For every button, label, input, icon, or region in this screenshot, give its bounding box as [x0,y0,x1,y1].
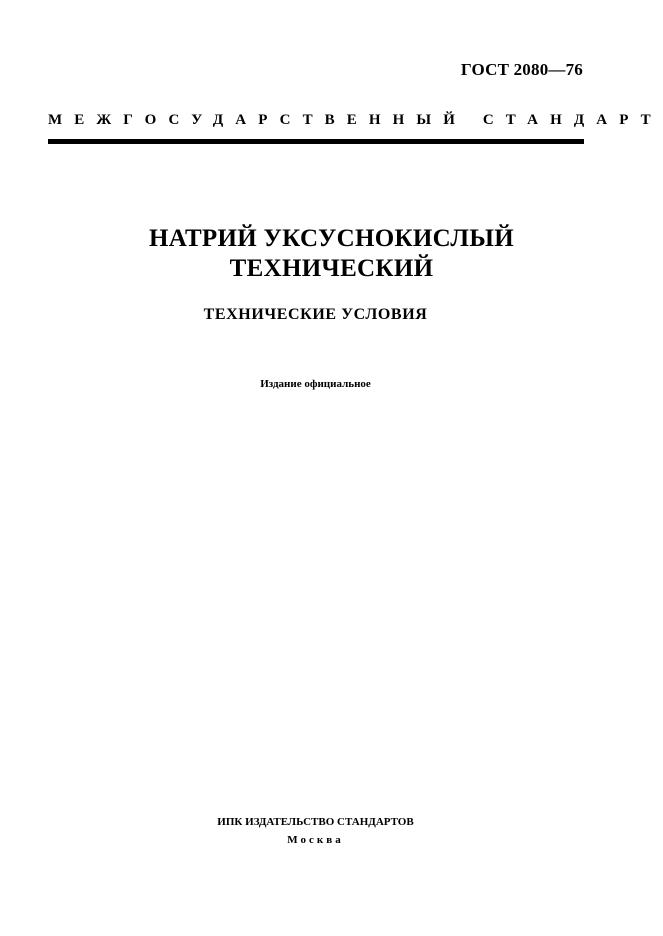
standard-type-heading: МЕЖГОСУДАРСТВЕННЫЙ СТАНДАРТ [48,112,663,128]
document-number: ГОСТ 2080—76 [460,60,583,79]
document-title [0,224,661,284]
title-line-2: ТЕХНИЧЕСКИЙ [229,255,434,282]
document-subtitle: ТЕХНИЧЕСКИЕ УСЛОВИЯ [203,306,428,323]
title-line-1: НАТРИЙ УКСУСНОКИСЛЫЙ [149,225,514,252]
publisher-name: ИПК ИЗДАТЕЛЬСТВО СТАНДАРТОВ [217,816,414,828]
edition-note: Издание официальное [260,378,371,390]
publisher-city: Москва [287,834,344,846]
publisher-block [0,813,631,849]
header-rule [48,139,584,144]
